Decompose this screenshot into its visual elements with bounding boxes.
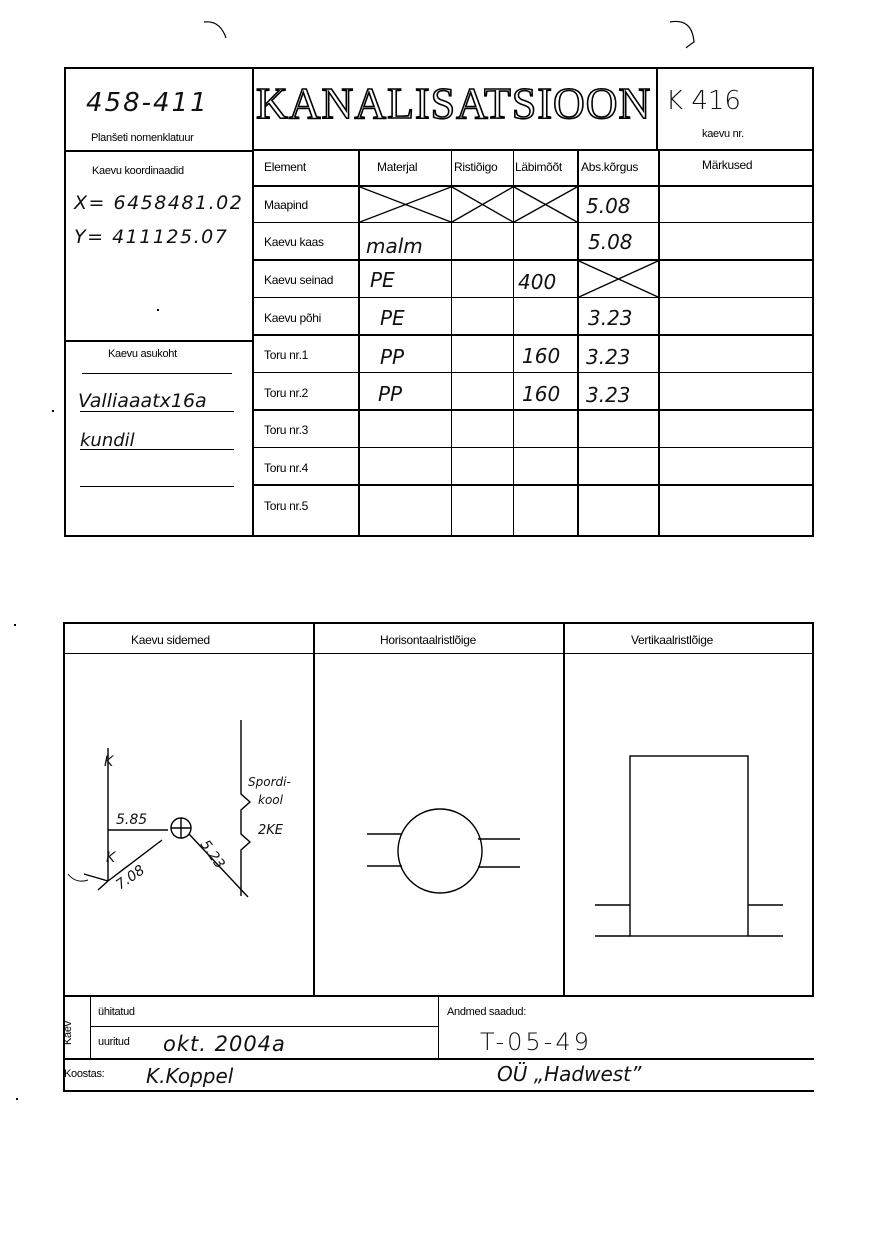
cell-labimoot: 160 [522,344,561,368]
header-element: Element [264,160,306,174]
header-ristloige: Ristiõigo [454,160,498,174]
cell-materjal: PP [380,345,405,369]
kaev-side-label: Kaev [62,1021,74,1045]
distance-label: 5.23 [196,837,228,872]
k-top-label: K [104,754,114,770]
page-title: KANALISATSIOON [256,79,652,128]
stray-dot [16,1098,18,1100]
cell-abs: 5.08 [588,230,633,254]
vertical-section-sketch [565,654,812,995]
plan-nomenclature-value: 458-411 [86,88,209,118]
koostas-label: Koostas: [64,1068,105,1080]
coordinate-y: Y= 411125.07 [74,226,229,248]
coordinate-x: X= 6458481.02 [74,192,244,214]
andmed-value: T-05-49 [480,1028,592,1056]
side-note-line: Spordi- [248,775,291,789]
horizontal-section-sketch [315,654,563,995]
row-label: Kaevu põhi [264,311,322,325]
k-bottom-label: K [106,850,116,866]
stray-dot [52,410,54,412]
cell-abs: 3.23 [588,306,633,330]
well-connections-sketch [64,654,313,995]
cell-labimoot: 160 [522,382,561,406]
row-label: Toru nr.1 [264,348,308,362]
koostas-value: K.Koppel [146,1064,234,1088]
company-name: OÜ „Hadwest” [497,1062,642,1086]
cell-labimoot: 400 [518,270,557,294]
sketch-header-vertical: Vertikaalristlõige [631,633,713,647]
row-label: Toru nr.3 [264,423,308,437]
row-label: Maapind [264,198,308,212]
location-line-2: kundil [80,430,135,451]
header-markused: Märkused [702,158,753,172]
cell-materjal: PE [380,306,405,330]
well-number-label: kaevu nr. [702,128,744,140]
row-label: Kaevu seinad [264,273,334,287]
stray-dot [157,309,159,311]
cell-materjal: malm [366,234,423,258]
row-label: Kaevu kaas [264,235,324,249]
well-number-value: K 416 [666,86,741,116]
coordinates-label: Kaevu koordinaadid [92,165,184,177]
cell-abs: 3.23 [586,383,631,407]
andmed-label: Andmed saadud: [447,1006,526,1018]
header-abs-korgus: Abs.kõrgus [581,160,639,174]
sketch-header-sidemed: Kaevu sidemed [131,633,210,647]
header-labimoot: Läbimõõt [515,160,562,174]
side-note-line: kool [258,793,283,807]
cell-materjal: PE [370,268,395,292]
distance-label: 5.85 [116,812,148,828]
cell-abs: 5.08 [586,194,631,218]
cell-abs: 3.23 [586,345,631,369]
cell-materjal: PP [378,382,403,406]
ohitatud-label: ühitatud [98,1006,135,1018]
location-label: Kaevu asukoht [108,348,177,360]
distance-label: 7.08 [113,862,148,894]
side-note-line: 2KE [258,823,284,838]
sketch-header-horizontal: Horisontaalristlõige [380,633,477,647]
row-label: Toru nr.5 [264,499,308,513]
row-label: Toru nr.2 [264,386,308,400]
header-materjal: Materjal [377,160,418,174]
row-label: Toru nr.4 [264,461,308,475]
plan-nomenclature-label: Planšeti nomenklatuur [91,132,194,144]
location-line-1: Valliaaatx16a [78,390,207,412]
uuritud-label: uuritud [98,1036,130,1048]
uuritud-value: okt. 2004a [163,1032,286,1056]
stray-dot [14,624,16,626]
